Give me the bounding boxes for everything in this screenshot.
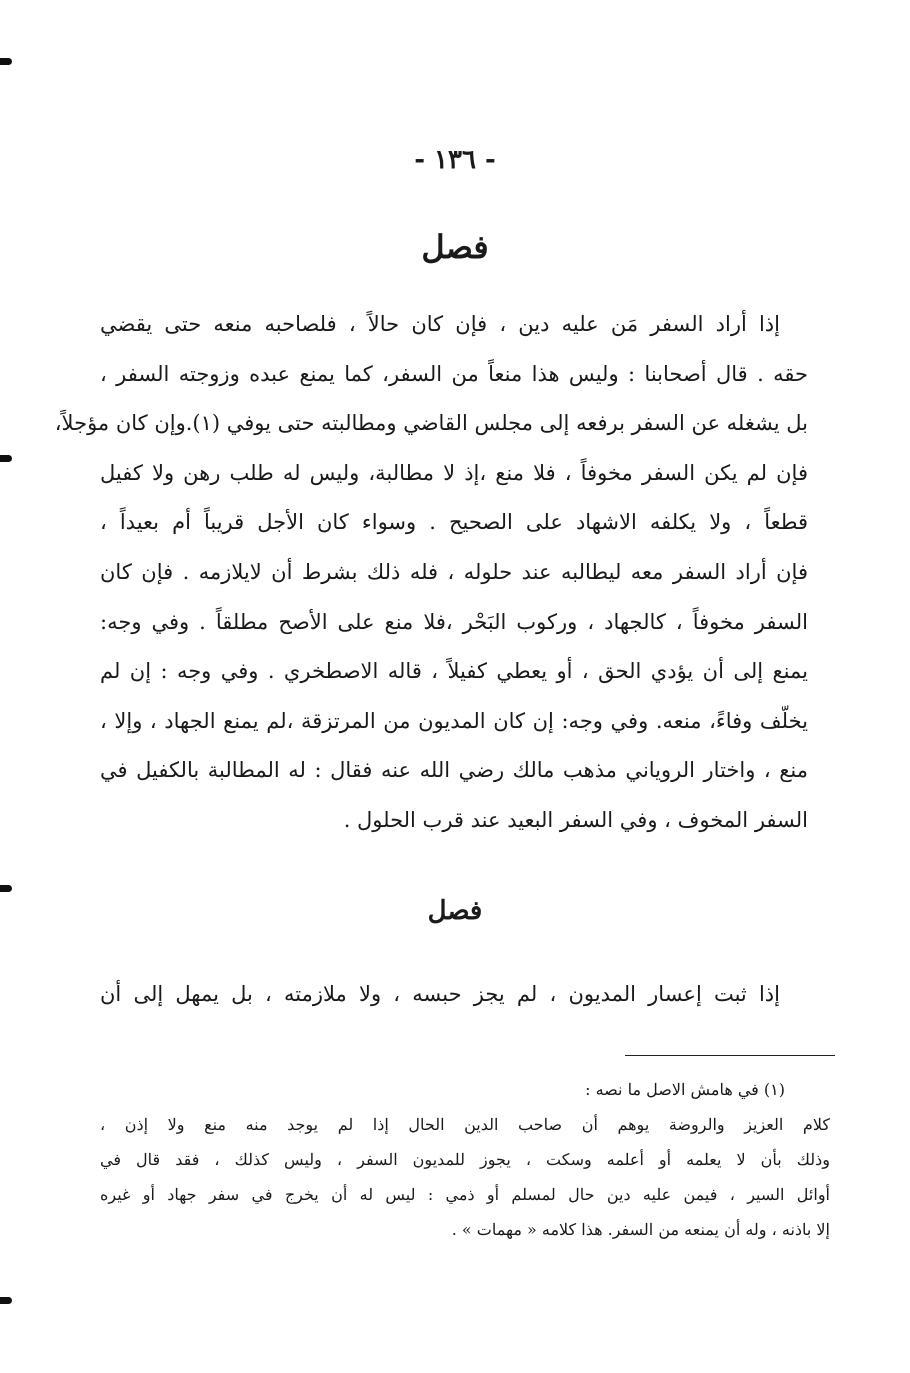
section-body: [100, 970, 808, 1020]
text-line: إذا ثبت إعسار المديون ، لم يجز حبسه ، ولا ملازمته ، بل يمهل إلى أن: [100, 982, 780, 1006]
scan-edge-mark: [0, 885, 12, 892]
footnote-line: (١) في هامش الاصل ما نصه :: [585, 1080, 785, 1099]
scan-edge-mark: [0, 455, 12, 462]
footnote-line: وذلك بأن لا يعلمه أو أعلمه وسكت ، يجوز للمديون السفر ، وليس كذلك ، فقد قال في: [100, 1150, 830, 1169]
footnote-line: أوائل السير ، فيمن عليه دين حال لمسلم أو ذمي : ليس له أن يخرج في سفر جهاد أو غيره: [100, 1185, 830, 1204]
section-heading: فصل: [427, 896, 483, 926]
text-line: يخلّف وفاءً، منعه. وفي وجه: إن كان المديون من المرتزقة ،لم يمنع الجهاد ، وإلا ،: [100, 708, 808, 733]
text-line: إذا أراد السفر مَن عليه دين ، فإن كان حالاً ، فلصاحبه منعه حتى يقضي: [100, 312, 780, 336]
scan-edge-mark: [0, 58, 12, 65]
footnote-separator: [625, 1055, 835, 1056]
text-line: السفر مخوفاً ، كالجهاد ، وركوب البَحْر ،فلا منع على الأصح مطلقاً . وفي وجه:: [100, 609, 808, 634]
text-line: فإن لم يكن السفر مخوفاً ، فلا منع ،إذ لا مطالبة، وليس له طلب رهن ولا كفيل: [100, 460, 808, 485]
text-line: قطعاً ، ولا يكلفه الاشهاد على الصحيح . وسواء كان الأجل قريباً أم بعيداً ،: [100, 510, 808, 535]
text-line: يمنع إلى أن يؤدي الحق ، أو يعطي كفيلاً ، قاله الاصطخري . وفي وجه : إن لم: [100, 659, 808, 684]
text-line: فإن أراد السفر معه ليطالبه عند حلوله ، فله ذلك بشرط أن لايلازمه . فإن كان: [100, 559, 808, 584]
text-line: حقه . قال أصحابنا : وليس هذا منعاً من السفر، كما يمنع عبده وزوجته السفر ،: [100, 361, 808, 386]
footnote: [100, 1072, 830, 1247]
section-body: [54, 300, 808, 846]
footnote-line: إلا باذنه ، وله أن يمنعه من السفر. هذا كلامه « مهمات » .: [451, 1220, 830, 1239]
footnote-line: كلام العزيز والروضة يوهم أن صاحب الدين الحال إذا لم يوجد منه منع ولا إذن ،: [100, 1115, 830, 1134]
text-line: بل يشغله عن السفر برفعه إلى مجلس القاضي ومطالبته حتى يوفي (١).وإن كان مؤجلاً،: [54, 411, 808, 436]
scan-edge-mark: [0, 1297, 12, 1304]
page-number: - ١٣٦ -: [414, 145, 496, 175]
text-line: السفر المخوف ، وفي السفر البعيد عند قرب الحلول .: [343, 807, 808, 832]
text-line: منع ، واختار الروياني مذهب مالك رضي الله عنه فقال : له المطالبة بالكفيل في: [100, 758, 808, 783]
section-heading: فصل: [421, 228, 489, 266]
